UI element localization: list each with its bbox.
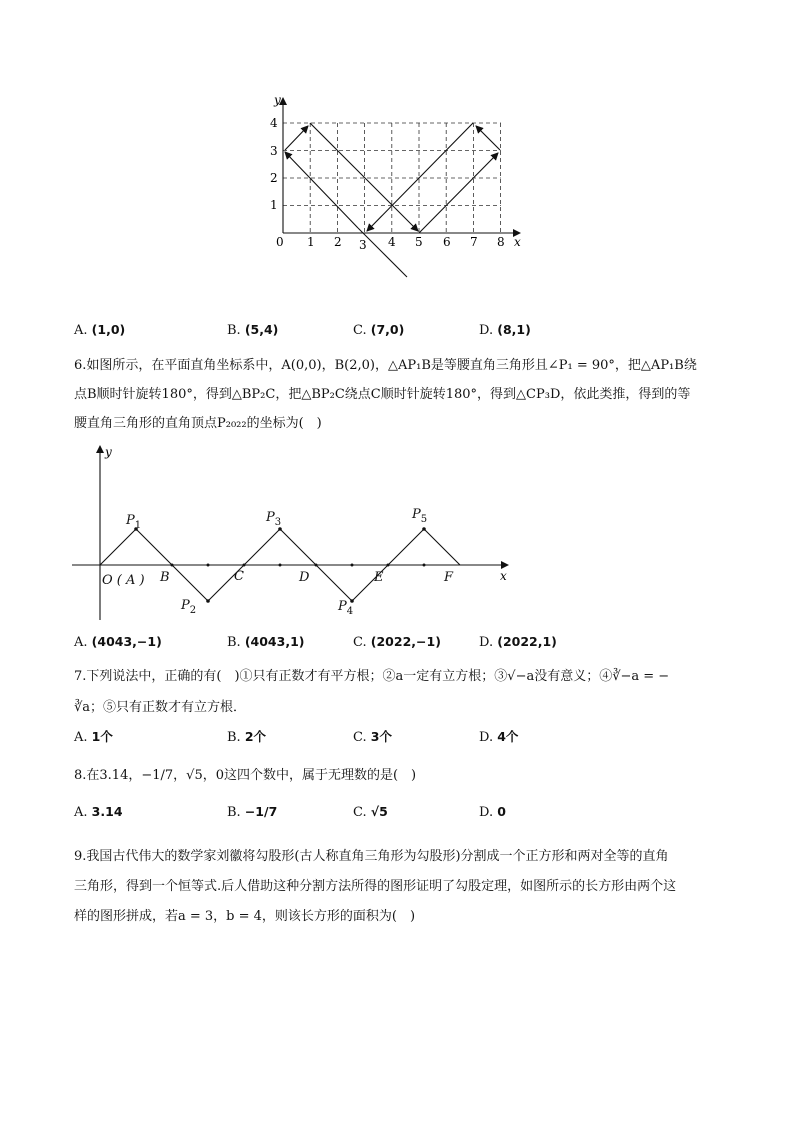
option-value: (2022,−1): [370, 634, 441, 649]
q6-figure: [60, 440, 520, 625]
label-d: D: [299, 570, 310, 585]
option-letter: B.: [227, 730, 241, 745]
option-letter: D.: [479, 323, 494, 338]
label-p2: $P_2$: [181, 598, 197, 616]
y-axis-label: y: [105, 445, 112, 459]
option-letter: B.: [227, 805, 241, 820]
q5-figure: [262, 92, 532, 287]
label-p3: $P_3$: [266, 510, 282, 528]
x-tick-5: 5: [415, 235, 423, 249]
option-value: 2个: [244, 729, 267, 744]
option-value: √5: [370, 804, 388, 819]
q8-option-d[interactable]: [479, 804, 506, 820]
option-letter: B.: [227, 323, 241, 338]
option-value: (1,0): [91, 322, 126, 337]
option-letter: C.: [353, 323, 367, 338]
option-letter: C.: [353, 730, 367, 745]
q7-option-d[interactable]: [479, 727, 518, 745]
ball-path: [285, 123, 500, 277]
label-p5: $P_5$: [412, 507, 428, 525]
label-c: C: [234, 569, 244, 584]
label-f: F: [444, 570, 454, 585]
option-value: 1个: [91, 729, 113, 744]
q9-stem-line2: 三角形，得到一个恒等式.后人借助这种分割方法所得的图形证明了勾股定理，如图所示的长方形由两个这: [74, 879, 677, 894]
x-axis-label: x: [500, 569, 507, 583]
option-letter: D.: [479, 730, 494, 745]
q6-stem-line1: 6.如图所示，在平面直角坐标系中，A(0,0)，B(2,0)，△AP₁B是等腰直角三角形且∠P₁ = 90°，把△AP₁B绕: [74, 358, 697, 373]
label-p1: $P_1$: [126, 513, 142, 531]
grid-lines: [283, 123, 501, 233]
label-e: E: [374, 570, 384, 585]
option-letter: A.: [74, 805, 88, 820]
option-value: (4043,−1): [91, 634, 162, 649]
q6-option-d[interactable]: [479, 634, 557, 650]
option-letter: D.: [479, 805, 494, 820]
option-value: (7,0): [370, 322, 405, 337]
option-value: −1/7: [244, 804, 278, 819]
q6-stem-line2: 点B顺时针旋转180°，得到△BP₂C，把△BP₂C绕点C顺时针旋转180°，得到△CP₃D，依此类推，得到的等: [74, 387, 691, 402]
x-tick-4: 4: [388, 235, 396, 249]
q5-option-a[interactable]: [74, 322, 125, 338]
q7-option-c[interactable]: [353, 727, 392, 745]
option-value: 3个: [370, 729, 392, 744]
label-oa: O ( A ): [102, 573, 145, 588]
option-letter: D.: [479, 635, 494, 650]
label-p4: $P_4$: [338, 599, 354, 617]
q8-stem: 8.在3.14，−1/7，√5，0这四个数中，属于无理数的是( ): [74, 768, 417, 783]
option-value: 0: [497, 804, 506, 819]
option-value: (4043,1): [244, 634, 305, 649]
option-letter: B.: [227, 635, 241, 650]
q8-option-b[interactable]: [227, 804, 277, 820]
x-tick-3: 3: [359, 238, 367, 252]
q7-stem-line1: 7.下列说法中，正确的有( )①只有正数才有平方根；②a一定有立方根；③√−a没有意义；④∛−a = −: [74, 669, 670, 684]
x-axis-label: x: [514, 235, 521, 249]
q9-stem-line3: 样的图形拼成，若a = 3，b = 4，则该长方形的面积为( ): [74, 909, 416, 924]
q7-stem-line2: ∛a；⑤只有正数才有立方根．: [74, 700, 247, 715]
q6-option-a[interactable]: [74, 634, 162, 650]
y-tick-1: 1: [270, 198, 278, 212]
option-value: 3.14: [91, 804, 123, 819]
option-letter: C.: [353, 635, 367, 650]
x-tick-7: 7: [470, 235, 478, 249]
q9-stem-line1: 9.我国古代伟大的数学家刘徽将勾股形(古人称直角三角形为勾股形)分割成一个正方形和两对全等的直角: [74, 849, 669, 864]
q6-option-b[interactable]: [227, 634, 305, 650]
option-letter: A.: [74, 323, 88, 338]
option-letter: A.: [74, 730, 88, 745]
y-tick-4: 4: [270, 116, 278, 130]
label-b: B: [160, 570, 170, 585]
x-tick-0: 0: [276, 235, 284, 249]
y-tick-2: 2: [270, 171, 278, 185]
q7-option-a[interactable]: [74, 727, 113, 745]
option-value: (2022,1): [497, 634, 557, 649]
q8-option-a[interactable]: [74, 804, 123, 820]
option-letter: A.: [74, 635, 88, 650]
q7-option-b[interactable]: [227, 727, 266, 745]
y-axis-label: y: [274, 93, 281, 107]
q5-option-b[interactable]: [227, 322, 278, 338]
option-value: (5,4): [244, 322, 279, 337]
q8-option-c[interactable]: [353, 804, 388, 820]
q6-option-c[interactable]: [353, 634, 441, 650]
option-value: 4个: [497, 729, 519, 744]
q5-option-d[interactable]: [479, 322, 531, 338]
x-tick-2: 2: [334, 235, 342, 249]
option-value: (8,1): [497, 322, 531, 337]
x-tick-1: 1: [307, 235, 315, 249]
x-tick-8: 8: [497, 235, 505, 249]
q5-option-c[interactable]: [353, 322, 404, 338]
option-letter: C.: [353, 805, 367, 820]
x-tick-6: 6: [443, 235, 451, 249]
y-tick-3: 3: [270, 144, 278, 158]
q6-stem-line3: 腰直角三角形的直角顶点P₂₀₂₂的坐标为( ): [74, 416, 322, 431]
